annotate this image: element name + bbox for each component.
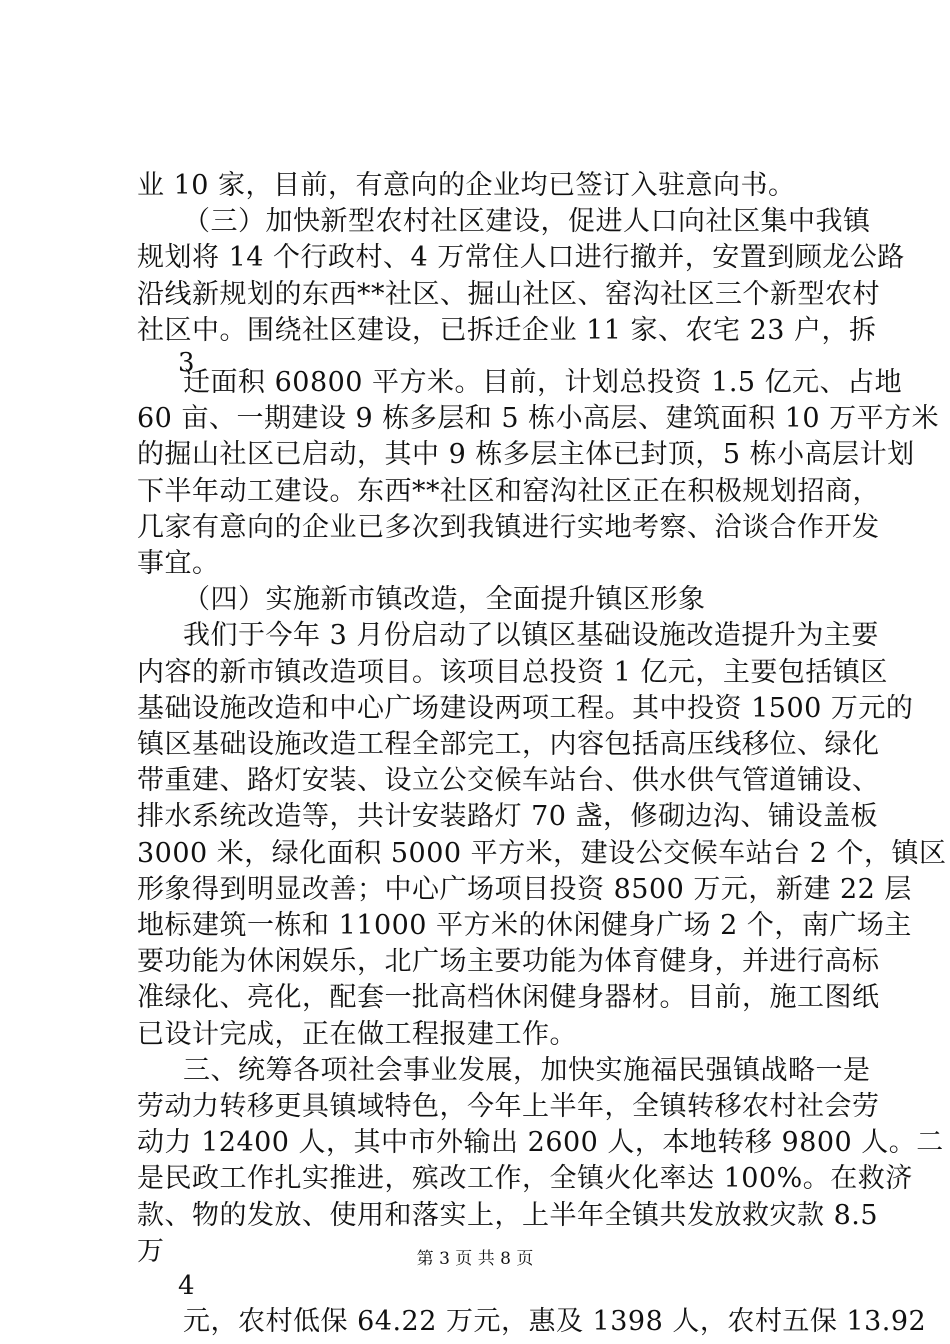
paragraph-line: 基础设施改造和中心广场建设两项工程。其中投资 1500 万元的	[137, 693, 914, 724]
paragraph-line: 60 亩、一期建设 9 栋多层和 5 栋小高层、建筑面积 10 万平方米	[137, 403, 940, 434]
paragraph-line: 万	[137, 1236, 165, 1267]
paragraph-line: 是民政工作扎实推进，殡改工作，全镇火化率达 100%。在救济	[137, 1163, 913, 1194]
paragraph-line: 已设计完成，正在做工程报建工作。	[137, 1019, 577, 1050]
paragraph-line: 几家有意向的企业已多次到我镇进行实地考察、洽谈合作开发	[137, 512, 880, 543]
paragraph-line: 排水系统改造等，共计安装路灯 70 盏，修砌边沟、铺设盖板	[137, 801, 879, 832]
paragraph-line: 的掘山社区已启动，其中 9 栋多层主体已封顶，5 栋小高层计划	[137, 439, 915, 470]
section-heading-3: （三）加快新型农村社区建设，促进人口向社区集中我镇	[183, 206, 871, 237]
paragraph-line: 准绿化、亮化，配套一批高档休闲健身器材。目前，施工图纸	[137, 982, 880, 1013]
paragraph-line: 带重建、路灯安装、设立公交候车站台、供水供气管道铺设、	[137, 765, 880, 796]
paragraph-line: 沿线新规划的东西**社区、掘山社区、窑沟社区三个新型农村	[137, 279, 880, 310]
paragraph-line: 款、物的发放、使用和落实上，上半年全镇共发放救灾款 8.5	[137, 1200, 879, 1231]
paragraph-line: 下半年动工建设。东西**社区和窑沟社区正在积极规划招商，	[137, 476, 880, 507]
paragraph-line: 元，农村低保 64.22 万元，惠及 1398 人，农村五保 13.92	[183, 1306, 927, 1337]
page-mark: 3	[178, 348, 195, 378]
paragraph-line: 我们于今年 3 月份启动了以镇区基础设施改造提升为主要	[183, 620, 879, 651]
section-heading-three: 三、统筹各项社会事业发展，加快实施福民强镇战略一是	[183, 1055, 871, 1086]
paragraph-line: 社区中。围绕社区建设，已拆迁企业 11 家、农宅 23 户，拆	[137, 315, 877, 346]
paragraph-line: 规划将 14 个行政村、4 万常住人口进行撤并，安置到顾龙公路	[137, 242, 905, 273]
page-mark: 4	[178, 1271, 195, 1301]
paragraph-line: 要功能为休闲娱乐，北广场主要功能为体育健身，并进行高标	[137, 946, 880, 977]
paragraph-line: 镇区基础设施改造工程全部完工，内容包括高压线移位、绿化	[137, 729, 880, 760]
paragraph-line: 动力 12400 人，其中市外输出 2600 人，本地转移 9800 人。二	[137, 1127, 944, 1158]
paragraph-line: 内容的新市镇改造项目。该项目总投资 1 亿元，主要包括镇区	[137, 657, 888, 688]
paragraph-line: 迁面积 60800 平方米。目前，计划总投资 1.5 亿元、占地	[183, 367, 903, 398]
paragraph-line: 地标建筑一栋和 11000 平方米的休闲健身广场 2 个，南广场主	[137, 910, 912, 941]
paragraph-line: 形象得到明显改善；中心广场项目投资 8500 万元，新建 22 层	[137, 874, 912, 905]
paragraph-line: 劳动力转移更具镇域特色，今年上半年，全镇转移农村社会劳	[137, 1091, 880, 1122]
paragraph-line: 事宜。	[137, 548, 220, 579]
paragraph-line: 业 10 家，目前，有意向的企业均已签订入驻意向书。	[137, 170, 796, 201]
paragraph-line: 3000 米，绿化面积 5000 平方米，建设公交候车站台 2 个，镇区	[137, 838, 947, 869]
section-heading-4: （四）实施新市镇改造，全面提升镇区形象	[183, 584, 706, 615]
page-footer: 第 3 页 共 8 页	[416, 1249, 534, 1269]
